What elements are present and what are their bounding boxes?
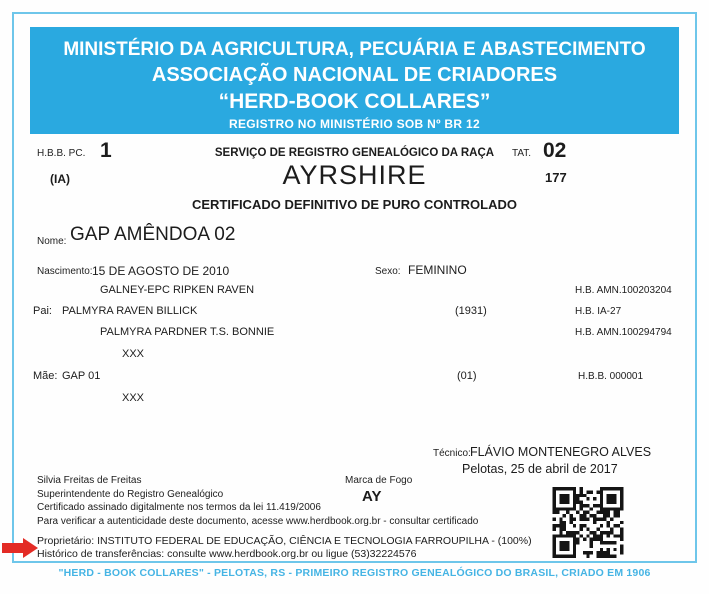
history-label: Histórico de transferências:	[37, 548, 165, 560]
signatory-name: Silvia Freitas de Freitas	[37, 475, 142, 486]
dam-name: GAP 01	[62, 370, 101, 382]
transfer-history-line	[37, 548, 416, 560]
tat-number: 177	[545, 170, 567, 185]
header-herdbook: “HERD-BOOK COLLARES”	[218, 90, 491, 113]
tat-label: TAT.	[512, 148, 532, 159]
hbb-pc-value: 1	[100, 139, 112, 162]
breed-name: AYRSHIRE	[282, 160, 427, 190]
owner-label: Proprietário:	[37, 535, 95, 547]
tat-value: 02	[543, 139, 567, 162]
technician-name: FLÁVIO MONTENEGRO ALVES	[470, 445, 652, 459]
place-date: Pelotas, 25 de abril de 2017	[462, 462, 618, 476]
digital-signature-note: Certificado assinado digitalmente nos termos da lei 11.419/2006	[37, 502, 321, 513]
brand-label: Marca de Fogo	[345, 475, 413, 486]
animal-name: GAP AMÊNDOA 02	[70, 224, 236, 245]
sire-sire-reg: H.B. AMN.100203204	[575, 285, 672, 296]
sire-name: PALMYRA RAVEN BILLICK	[62, 305, 198, 317]
red-arrow-icon	[2, 538, 38, 558]
sire-year: (1931)	[455, 305, 487, 317]
sex-label: Sexo:	[375, 266, 401, 277]
header-registry-number: REGISTRO NO MINISTÉRIO SOB Nº BR 12	[229, 117, 480, 131]
sex-value: FEMININO	[408, 263, 467, 277]
header-band	[30, 27, 679, 134]
service-title: SERVIÇO DE REGISTRO GENEALÓGICO DA RAÇA	[214, 147, 495, 159]
header-association: ASSOCIAÇÃO NACIONAL DE CRIADORES	[151, 64, 558, 86]
owner-value: INSTITUTO FEDERAL DE EDUCAÇÃO, CIÊNCIA E TECNOLOGIA FARROUPILHA - (100%)	[97, 535, 532, 547]
dam-dam-name: XXX	[122, 392, 145, 404]
owner-line	[37, 535, 532, 547]
sire-dam-name: PALMYRA PARDNER T.S. BONNIE	[100, 326, 275, 338]
header-ministry: MINISTÉRIO DA AGRICULTURA, PECUÁRIA E ABASTECIMENTO	[63, 39, 646, 60]
qr-code	[552, 487, 624, 558]
red-arrow-head	[23, 538, 38, 558]
signatory-role: Superintendente do Registro Genealógico	[37, 488, 224, 500]
name-label: Nome:	[37, 236, 67, 247]
verification-note: Para verificar a autenticidade deste documento, acesse www.herdbook.org.br - consultar certificado	[37, 515, 479, 527]
sire-label: Pai:	[33, 305, 52, 317]
hbb-pc-label: H.B.B. PC.	[37, 148, 86, 159]
dam-sire-name: XXX	[122, 348, 145, 360]
ia-code: (IA)	[50, 172, 70, 186]
sire-sire-name: GALNEY-EPC RIPKEN RAVEN	[100, 284, 255, 296]
history-value: consulte www.herdbook.org.br ou ligue (53)32224576	[167, 548, 417, 560]
red-arrow-body	[2, 543, 23, 553]
sire-reg: H.B. IA-27	[575, 306, 622, 317]
dam-reg: H.B.B. 000001	[578, 371, 644, 382]
brand-value: AY	[362, 488, 382, 505]
birth-date: 15 DE AGOSTO DE 2010	[92, 264, 230, 278]
sire-dam-reg: H.B. AMN.100294794	[575, 327, 672, 338]
dam-year: (01)	[457, 370, 477, 382]
technician-label: Técnico:	[433, 448, 471, 459]
birth-label: Nascimento:	[37, 266, 93, 277]
certificate-title: CERTIFICADO DEFINITIVO DE PURO CONTROLADO	[192, 197, 517, 212]
footer-text: "HERD - BOOK COLLARES" - PELOTAS, RS - PRIMEIRO REGISTRO GENEALÓGICO DO BRASIL, CRIADO EM 1906	[58, 567, 651, 579]
dam-label: Mãe:	[33, 370, 58, 382]
